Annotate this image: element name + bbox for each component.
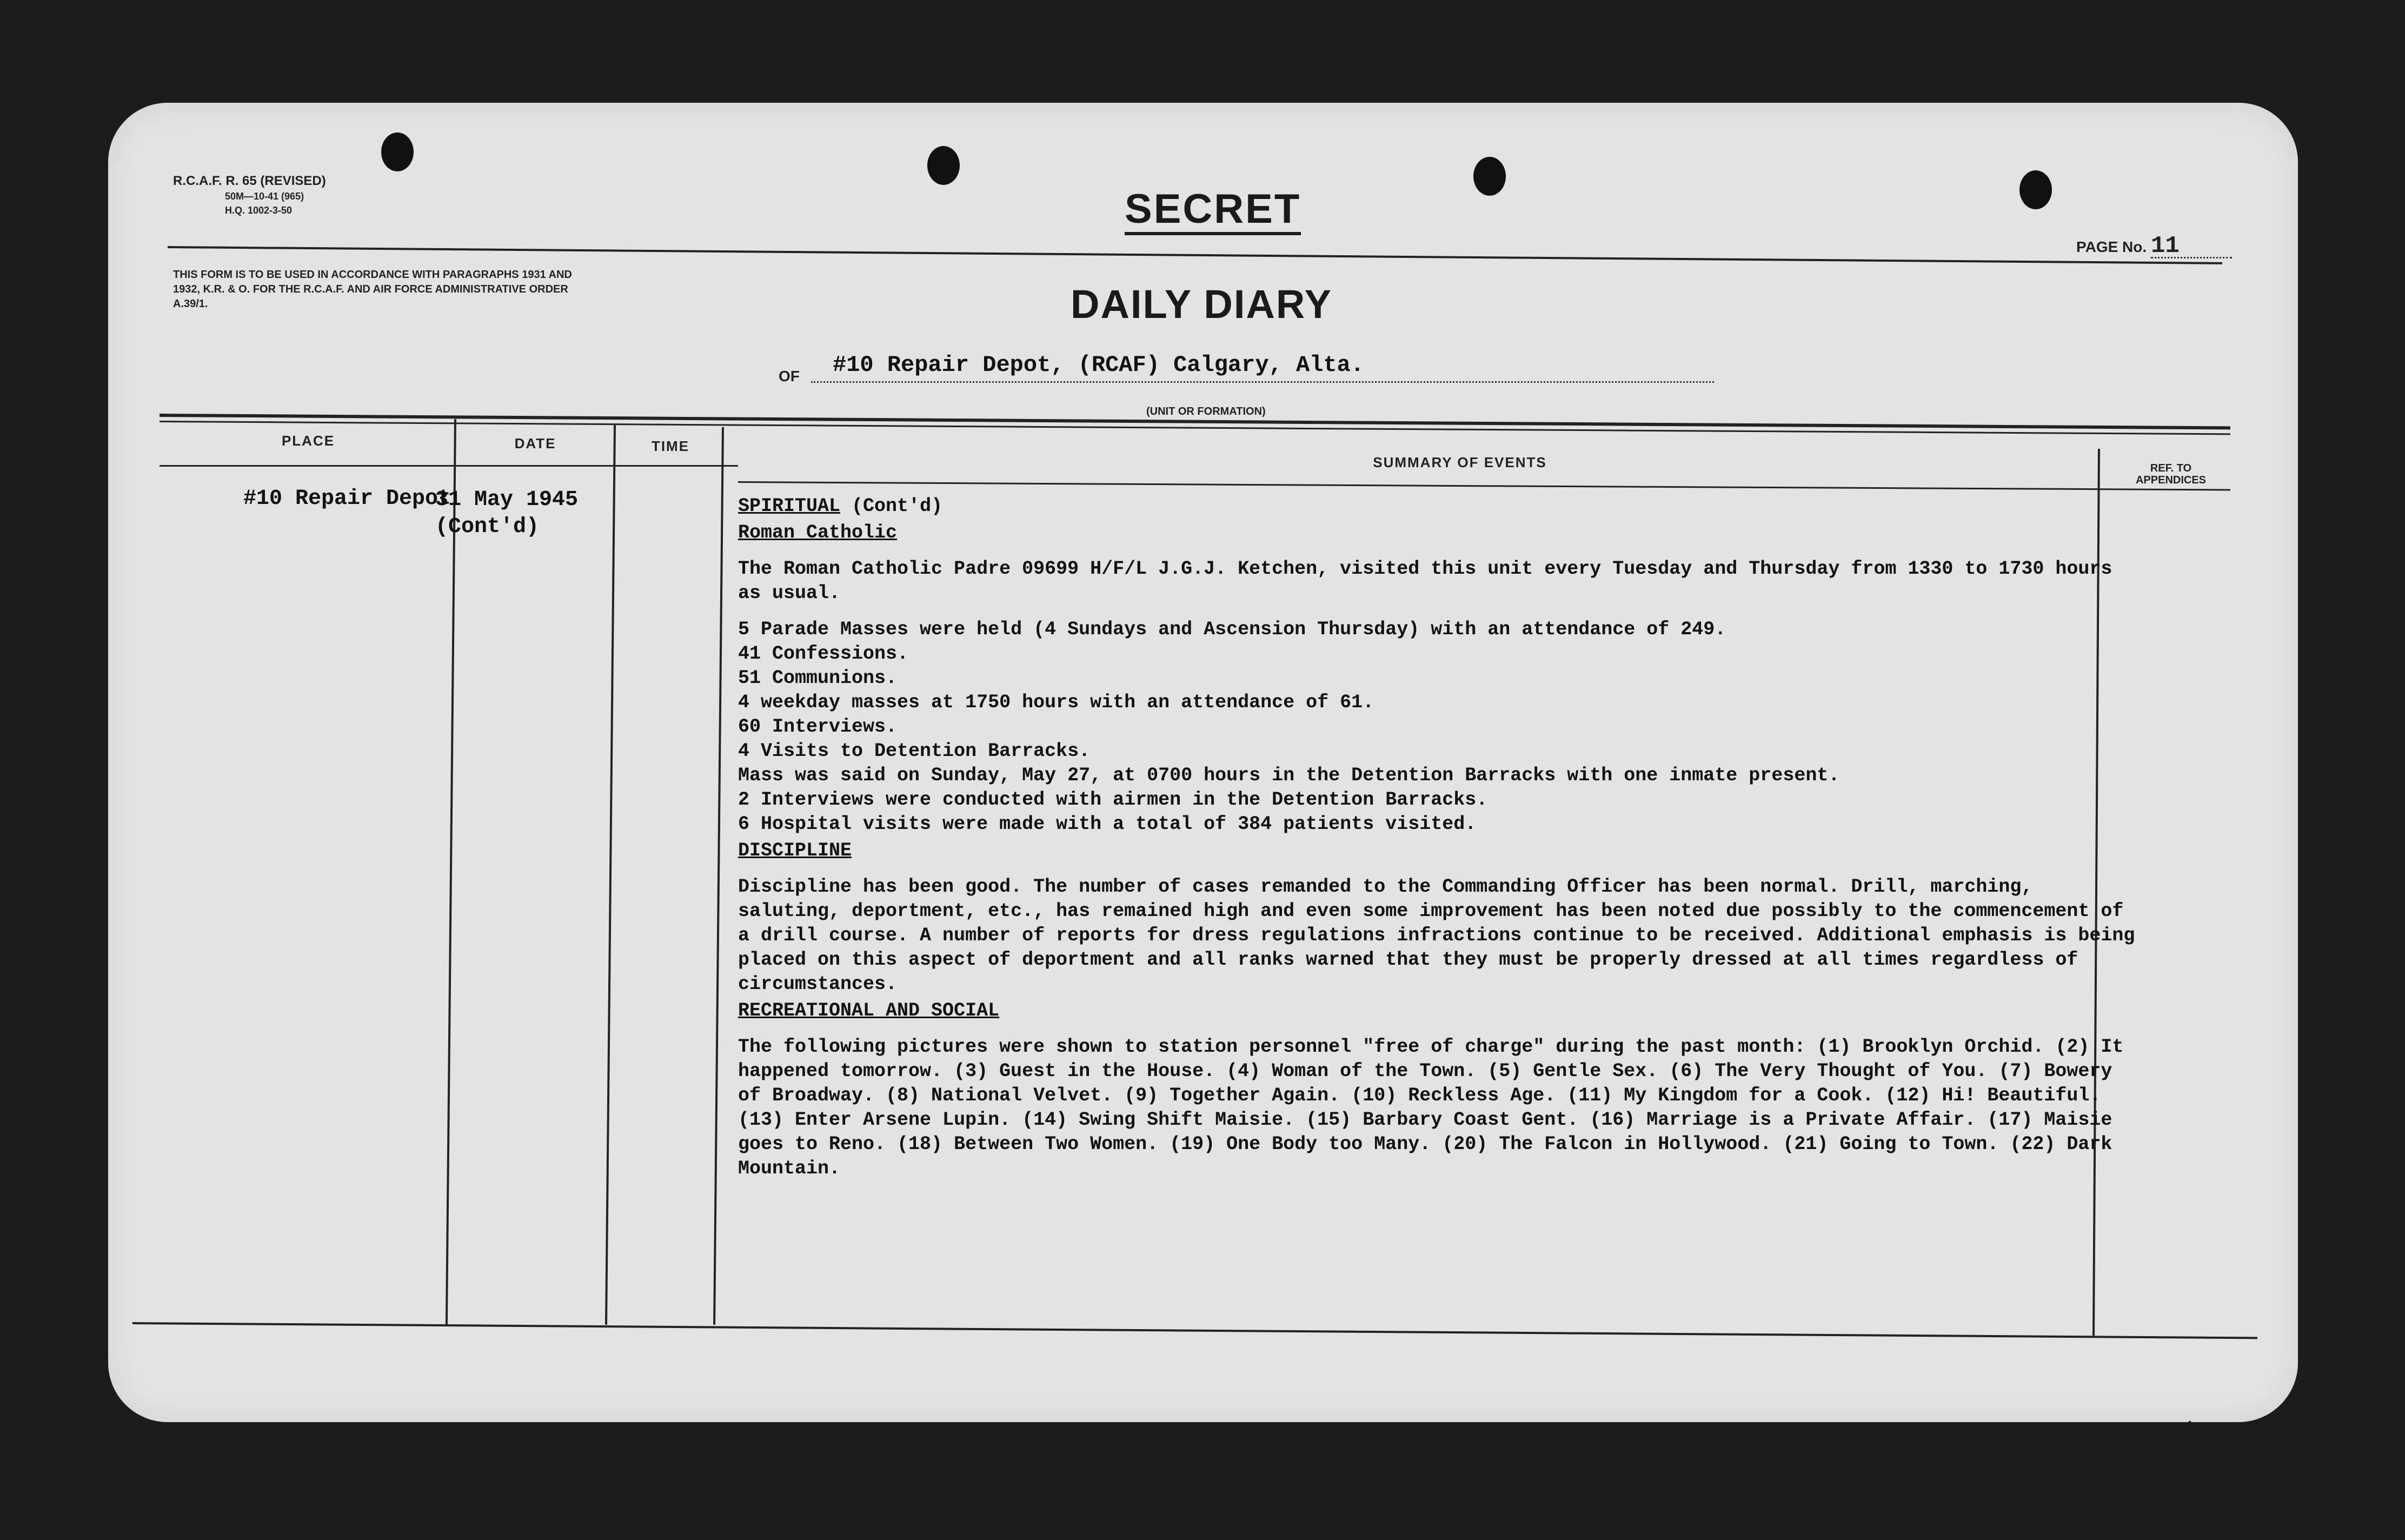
page-number-field [2076, 235, 2232, 258]
column-divider [605, 424, 616, 1325]
column-header-time: TIME [651, 438, 690, 454]
unit-label: OF [779, 368, 800, 384]
column-header-ref: REF. TO APPENDICES [2135, 462, 2207, 486]
entry-date-contd: (Cont'd) [435, 515, 540, 539]
stat-line: 5 Parade Masses were held (4 Sundays and Ascension Thursday) with an attendance of 249. [738, 619, 1726, 640]
entry-place: #10 Repair Depot [243, 487, 451, 511]
unit-caption: (UNIT OR FORMATION) [1146, 406, 1266, 417]
section-heading-spiritual: SPIRITUAL [738, 495, 841, 517]
form-title: DAILY DIARY [1071, 282, 1332, 327]
section-heading-recreational: RECREATIONAL AND SOCIAL [738, 1000, 1000, 1021]
stat-line: Mass was said on Sunday, May 27, at 0700 hours in the Detention Barracks with one inmate present. [738, 765, 1840, 786]
form-usage-note: THIS FORM IS TO BE USED IN ACCORDANCE WITH PARAGRAPHS 1931 AND 1932, K.R. & O. FOR THE R.C.A.F. AND AIR FORCE ADMINISTRATIVE ORDER A.39/1. [173, 269, 572, 310]
rule-line [168, 246, 2222, 264]
form-id-line: H.Q. 1002-3-50 [225, 205, 293, 216]
column-header-date: DATE [514, 435, 556, 452]
summary-of-events [738, 492, 2138, 1181]
recreational-text: The following pictures were shown to station personnel "free of charge" during the past month: (1) Brooklyn Orchid. (2) It happened tomorrow. (3) Guest in the House. (4) Woman of the Town. (5) Gentle Sex. (6) The Very Thought of You. (7) Bowery of Broadway. (8) National Velvet. (9) Together Again. (10) Reckless Age. (11) My Kingdom for a Cook. (12) Hi! Beautiful. (13) Enter Arsene Lupin. (14) Swing Shift Maisie. (15) Barbary Coast Gent. (16) Marriage is a Private Affair. (17) Maisie goes to Reno. (18) Between Two Women. (19) One Body too Many. (20) The Falcon in Hollywood. (21) Going to Town. (22) Dark Mountain. [738, 1036, 2124, 1179]
column-header-summary: SUMMARY OF EVENTS [1373, 454, 1547, 470]
entry-date-value: 31 May 1945 [435, 488, 579, 512]
section-heading-roman-catholic: Roman Catholic [738, 522, 898, 543]
section-heading-discipline: DISCIPLINE [738, 840, 852, 861]
stat-line: 41 Confessions. [738, 643, 909, 665]
form-id-line: 50M—10-41 (965) [225, 191, 304, 202]
stat-line: 2 Interviews were conducted with airmen in the Detention Barracks. [738, 789, 1488, 811]
section-contd-label: (Cont'd) [852, 495, 943, 517]
unit-value: #10 Repair Depot, (RCAF) Calgary, Alta. [811, 349, 1714, 383]
stat-line: 6 Hospital visits were made with a total of 384 patients visited. [738, 813, 1477, 835]
form-identifier [173, 173, 326, 217]
stat-line: 60 Interviews. [738, 716, 898, 738]
punch-hole [2019, 170, 2052, 209]
column-header-place: PLACE [281, 433, 335, 449]
punch-hole [927, 146, 960, 185]
punch-hole [381, 132, 414, 171]
stat-line: 4 weekday masses at 1750 hours with an attendance of 61. [738, 692, 1374, 713]
discipline-text: Discipline has been good. The number of cases remanded to the Commanding Officer has been normal. Drill, marching, saluting, deportment, etc., has remained high and even some improvement has been noted due possibly to the commencement of a drill course. A number of reports for dress regulations infractions continue to be received. Additional emphasis is being placed on this aspect of deportment and all ranks warned that they must be properly dressed at all times regardless of circumstances. [738, 876, 2135, 995]
header-rule [738, 481, 2230, 490]
form-id-line: R.C.A.F. R. 65 (REVISED) [173, 174, 326, 188]
entry-date [435, 487, 578, 541]
diary-page [108, 103, 2298, 1422]
column-divider [713, 427, 724, 1325]
stat-line: 51 Communions. [738, 667, 898, 689]
padre-visits-text: The Roman Catholic Padre 09699 H/F/L J.G.J. Ketchen, visited this unit every Tuesday and Thursday from 1330 to 1730 hours as usual. [738, 558, 2112, 604]
table-bottom-rule [132, 1322, 2257, 1339]
classification-stamp: SECRET [1125, 187, 1301, 235]
header-rule [160, 465, 738, 467]
handwritten-initials [2130, 1411, 2211, 1422]
page-number-label: PAGE No. [2076, 238, 2147, 255]
page-number-value: 11 [2151, 235, 2232, 258]
stat-line: 4 Visits to Detention Barracks. [738, 740, 1091, 762]
punch-hole [1473, 157, 1506, 196]
column-divider [446, 419, 456, 1325]
